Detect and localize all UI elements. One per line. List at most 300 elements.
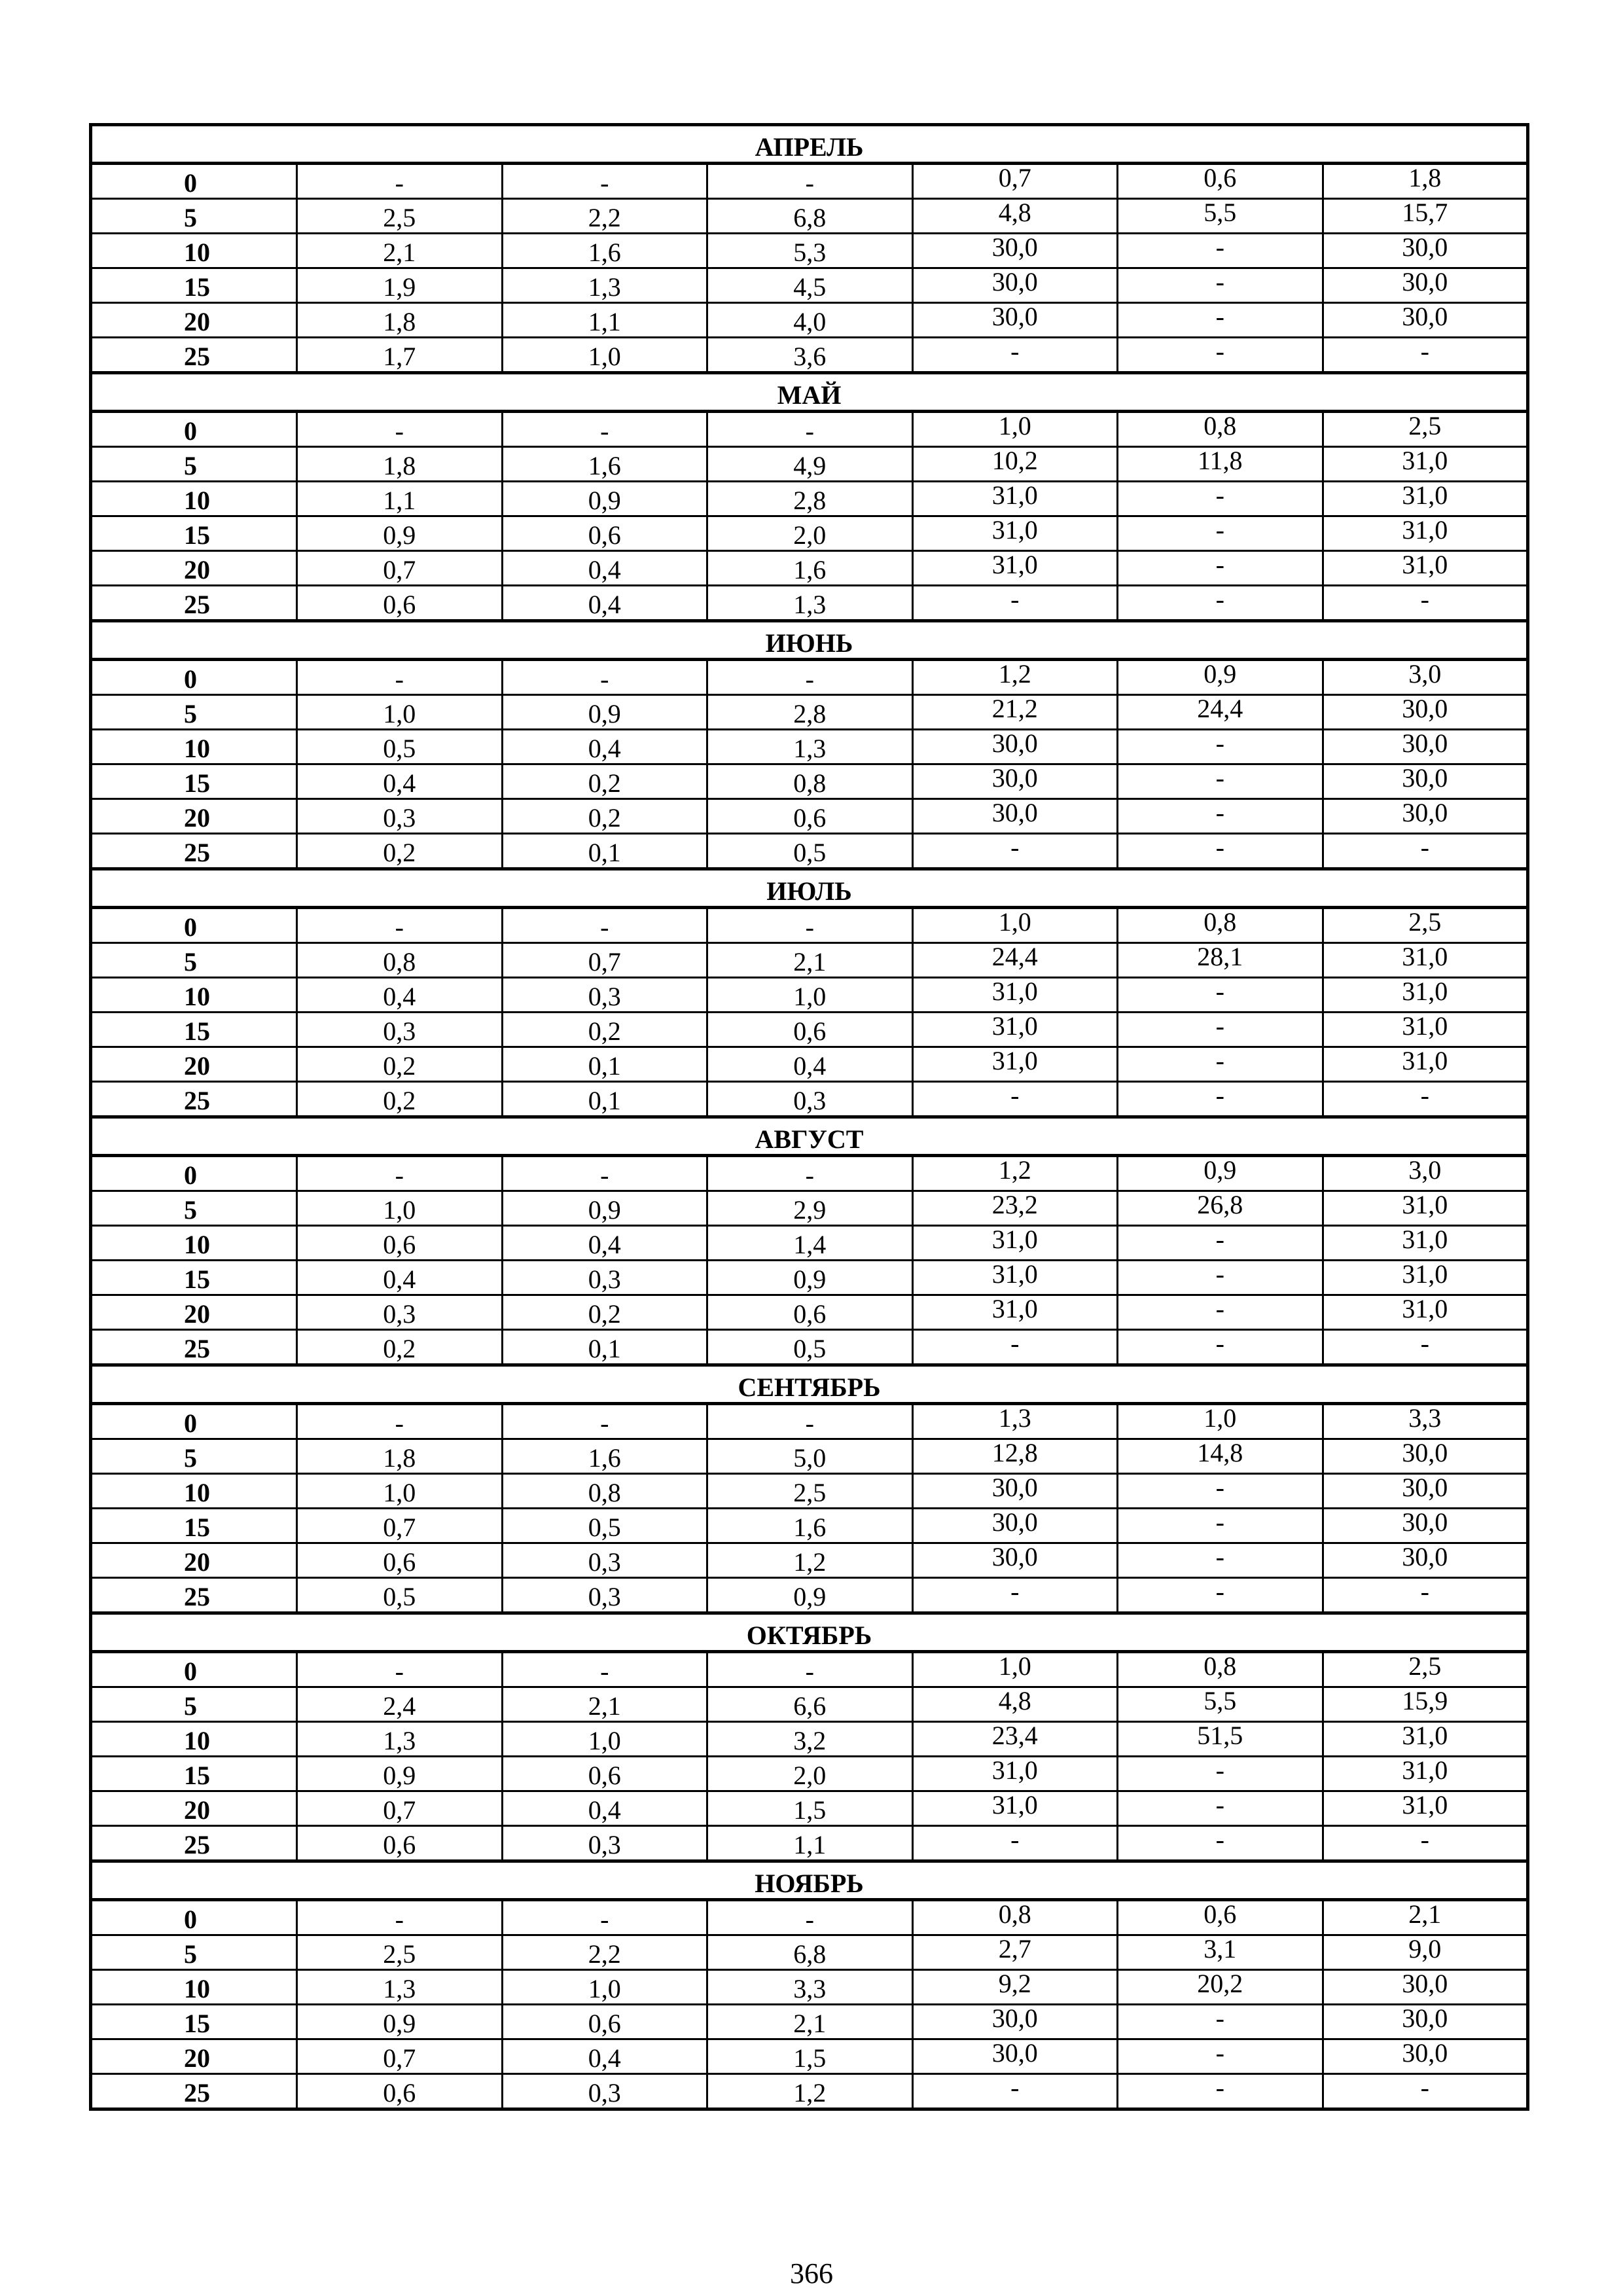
table-row <box>91 1757 1528 1791</box>
value-cell: 0,3 <box>502 978 707 1013</box>
value-cell: 2,0 <box>707 1757 913 1791</box>
value-cell: 4,8 <box>912 199 1118 234</box>
value-cell: 31,0 <box>1323 1261 1528 1295</box>
depth-cell: 15 <box>91 1013 297 1047</box>
table-row <box>91 447 1528 482</box>
value-cell: - <box>1118 1295 1323 1330</box>
value-cell: 30,0 <box>1323 2005 1528 2039</box>
value-cell: 1,0 <box>912 908 1118 943</box>
value-cell: 0,4 <box>297 764 503 799</box>
value-cell: - <box>297 908 503 943</box>
value-cell: 0,9 <box>297 516 503 551</box>
value-cell: 2,1 <box>707 2005 913 2039</box>
month-title: ИЮЛЬ <box>91 869 1528 908</box>
value-cell: 0,5 <box>297 1578 503 1613</box>
value-cell: 0,8 <box>502 1474 707 1509</box>
value-cell: 1,9 <box>297 268 503 303</box>
value-cell: - <box>912 586 1118 621</box>
value-cell: 1,2 <box>912 660 1118 695</box>
value-cell: 0,5 <box>502 1509 707 1543</box>
value-cell: 0,6 <box>297 1543 503 1578</box>
value-cell: - <box>707 908 913 943</box>
value-cell: 0,4 <box>502 730 707 764</box>
value-cell: 2,5 <box>1323 1652 1528 1687</box>
table-row <box>91 1191 1528 1226</box>
value-cell: 30,0 <box>1323 1970 1528 2005</box>
value-cell: 0,1 <box>502 1330 707 1365</box>
depth-cell: 15 <box>91 2005 297 2039</box>
value-cell: 1,2 <box>707 1543 913 1578</box>
value-cell: 31,0 <box>1323 1226 1528 1261</box>
table-row <box>91 586 1528 621</box>
value-cell: 31,0 <box>1323 1191 1528 1226</box>
value-cell: 30,0 <box>912 2005 1118 2039</box>
value-cell: 6,6 <box>707 1687 913 1722</box>
depth-cell: 0 <box>91 1404 297 1439</box>
value-cell: 0,9 <box>297 1757 503 1791</box>
table-row <box>91 199 1528 234</box>
value-cell: - <box>707 1404 913 1439</box>
value-cell: 4,5 <box>707 268 913 303</box>
value-cell: - <box>1118 764 1323 799</box>
value-cell: - <box>1118 1826 1323 1861</box>
depth-cell: 5 <box>91 1687 297 1722</box>
value-cell: 30,0 <box>1323 1543 1528 1578</box>
value-cell: 30,0 <box>912 2039 1118 2074</box>
value-cell: 1,3 <box>297 1722 503 1757</box>
table-row <box>91 1509 1528 1543</box>
value-cell: - <box>1118 1509 1323 1543</box>
value-cell: - <box>1118 2039 1323 2074</box>
value-cell: 0,3 <box>502 1543 707 1578</box>
table-row <box>91 1261 1528 1295</box>
value-cell: - <box>707 164 913 199</box>
value-cell: - <box>1118 730 1323 764</box>
depth-cell: 15 <box>91 268 297 303</box>
value-cell: 2,8 <box>707 695 913 730</box>
value-cell: 26,8 <box>1118 1191 1323 1226</box>
table-row <box>91 1578 1528 1613</box>
table-row <box>91 943 1528 978</box>
value-cell: - <box>1118 303 1323 338</box>
value-cell: 1,0 <box>912 1652 1118 1687</box>
depth-cell: 5 <box>91 1191 297 1226</box>
value-cell: 23,2 <box>912 1191 1118 1226</box>
depth-cell: 20 <box>91 551 297 586</box>
depth-cell: 15 <box>91 764 297 799</box>
table-body <box>91 125 1528 2109</box>
value-cell: 1,3 <box>707 730 913 764</box>
value-cell: 30,0 <box>912 799 1118 834</box>
depth-cell: 10 <box>91 730 297 764</box>
table-row <box>91 516 1528 551</box>
value-cell: 15,9 <box>1323 1687 1528 1722</box>
value-cell: 2,7 <box>912 1935 1118 1970</box>
value-cell: 1,2 <box>707 2074 913 2109</box>
table-row <box>91 1900 1528 1935</box>
value-cell: 3,6 <box>707 338 913 373</box>
value-cell: 3,2 <box>707 1722 913 1757</box>
value-cell: - <box>1118 2074 1323 2109</box>
value-cell: 31,0 <box>912 1791 1118 1826</box>
value-cell: 3,0 <box>1323 660 1528 695</box>
depth-cell: 5 <box>91 447 297 482</box>
value-cell: 2,1 <box>707 943 913 978</box>
value-cell: 1,8 <box>297 303 503 338</box>
table-row <box>91 482 1528 516</box>
table-row <box>91 978 1528 1013</box>
value-cell: 5,5 <box>1118 1687 1323 1722</box>
value-cell: - <box>1323 1082 1528 1117</box>
value-cell: 0,5 <box>707 1330 913 1365</box>
value-cell: - <box>1323 1578 1528 1613</box>
table-row <box>91 1474 1528 1509</box>
table-row <box>91 1047 1528 1082</box>
value-cell: 31,0 <box>1323 1757 1528 1791</box>
value-cell: 2,8 <box>707 482 913 516</box>
value-cell: 2,1 <box>297 234 503 268</box>
value-cell: 31,0 <box>1323 482 1528 516</box>
value-cell: 0,3 <box>502 1578 707 1613</box>
depth-cell: 20 <box>91 303 297 338</box>
value-cell: - <box>1323 2074 1528 2109</box>
table-row <box>91 268 1528 303</box>
value-cell: - <box>912 338 1118 373</box>
value-cell: 0,2 <box>297 834 503 869</box>
value-cell: 1,7 <box>297 338 503 373</box>
value-cell: 0,6 <box>707 799 913 834</box>
value-cell: 1,6 <box>502 234 707 268</box>
value-cell: 30,0 <box>1323 1474 1528 1509</box>
value-cell: 0,4 <box>297 1261 503 1295</box>
value-cell: - <box>1118 1578 1323 1613</box>
table-row <box>91 1226 1528 1261</box>
value-cell: 2,1 <box>1323 1900 1528 1935</box>
value-cell: - <box>1118 482 1323 516</box>
month-title: ОКТЯБРЬ <box>91 1613 1528 1652</box>
table-row <box>91 799 1528 834</box>
value-cell: - <box>1118 586 1323 621</box>
value-cell: 31,0 <box>912 1261 1118 1295</box>
value-cell: 31,0 <box>912 482 1118 516</box>
value-cell: - <box>1118 551 1323 586</box>
value-cell: 30,0 <box>1323 1509 1528 1543</box>
month-title: МАЙ <box>91 373 1528 412</box>
table-row <box>91 1970 1528 2005</box>
value-cell: 1,0 <box>502 338 707 373</box>
value-cell: 30,0 <box>1323 2039 1528 2074</box>
value-cell: - <box>1118 834 1323 869</box>
value-cell: 1,8 <box>297 1439 503 1474</box>
month-header-row <box>91 373 1528 412</box>
value-cell: - <box>1118 1226 1323 1261</box>
month-title: АПРЕЛЬ <box>91 125 1528 164</box>
value-cell: 30,0 <box>1323 695 1528 730</box>
value-cell: 2,2 <box>502 199 707 234</box>
value-cell: 2,2 <box>502 1935 707 1970</box>
value-cell: 31,0 <box>912 1226 1118 1261</box>
value-cell: - <box>1118 1082 1323 1117</box>
value-cell: 1,2 <box>912 1156 1118 1191</box>
month-header-row <box>91 869 1528 908</box>
value-cell: 30,0 <box>912 764 1118 799</box>
value-cell: 30,0 <box>912 303 1118 338</box>
value-cell: 31,0 <box>1323 978 1528 1013</box>
value-cell: 0,7 <box>297 551 503 586</box>
value-cell: 31,0 <box>1323 1295 1528 1330</box>
value-cell: - <box>912 1330 1118 1365</box>
value-cell: 0,6 <box>297 1826 503 1861</box>
value-cell: 1,4 <box>707 1226 913 1261</box>
value-cell: 31,0 <box>1323 943 1528 978</box>
value-cell: 0,8 <box>707 764 913 799</box>
value-cell: 0,3 <box>707 1082 913 1117</box>
value-cell: 0,2 <box>297 1330 503 1365</box>
value-cell: 2,5 <box>1323 412 1528 447</box>
value-cell: 1,3 <box>707 586 913 621</box>
value-cell: 1,0 <box>912 412 1118 447</box>
month-header-row <box>91 1117 1528 1156</box>
value-cell: 2,4 <box>297 1687 503 1722</box>
value-cell: 0,2 <box>502 799 707 834</box>
value-cell: 0,3 <box>297 799 503 834</box>
value-cell: 30,0 <box>912 234 1118 268</box>
value-cell: 1,5 <box>707 1791 913 1826</box>
table-row <box>91 164 1528 199</box>
depth-cell: 10 <box>91 1226 297 1261</box>
depth-cell: 10 <box>91 1970 297 2005</box>
month-header-row <box>91 621 1528 660</box>
table-row <box>91 1013 1528 1047</box>
value-cell: 0,9 <box>502 1191 707 1226</box>
value-cell: - <box>297 660 503 695</box>
value-cell: 0,7 <box>297 1509 503 1543</box>
value-cell: 31,0 <box>1323 1791 1528 1826</box>
value-cell: 0,6 <box>707 1013 913 1047</box>
table-row <box>91 1791 1528 1826</box>
depth-cell: 0 <box>91 412 297 447</box>
value-cell: - <box>502 660 707 695</box>
value-cell: 0,6 <box>502 2005 707 2039</box>
depth-cell: 5 <box>91 1439 297 1474</box>
value-cell: 1,1 <box>707 1826 913 1861</box>
value-cell: 15,7 <box>1323 199 1528 234</box>
value-cell: 0,6 <box>502 1757 707 1791</box>
value-cell: - <box>1323 834 1528 869</box>
value-cell: 30,0 <box>912 1509 1118 1543</box>
value-cell: 1,0 <box>707 978 913 1013</box>
value-cell: 3,3 <box>707 1970 913 2005</box>
value-cell: - <box>502 1156 707 1191</box>
depth-cell: 25 <box>91 338 297 373</box>
table-row <box>91 2005 1528 2039</box>
depth-cell: 25 <box>91 586 297 621</box>
value-cell: 21,2 <box>912 695 1118 730</box>
value-cell: 4,9 <box>707 447 913 482</box>
value-cell: 31,0 <box>1323 1047 1528 1082</box>
value-cell: 1,6 <box>502 447 707 482</box>
value-cell: - <box>1118 1757 1323 1791</box>
value-cell: - <box>502 412 707 447</box>
value-cell: - <box>1118 268 1323 303</box>
table-row <box>91 834 1528 869</box>
value-cell: 1,0 <box>297 1191 503 1226</box>
value-cell: 0,9 <box>707 1578 913 1613</box>
value-cell: 0,4 <box>502 1226 707 1261</box>
table-row <box>91 1543 1528 1578</box>
month-title: СЕНТЯБРЬ <box>91 1365 1528 1404</box>
depth-cell: 0 <box>91 1652 297 1687</box>
value-cell: 0,9 <box>707 1261 913 1295</box>
value-cell: - <box>1323 586 1528 621</box>
value-cell: 31,0 <box>912 1047 1118 1082</box>
value-cell: 6,8 <box>707 1935 913 1970</box>
value-cell: 0,2 <box>502 1013 707 1047</box>
value-cell: 0,8 <box>297 943 503 978</box>
value-cell: 30,0 <box>1323 1439 1528 1474</box>
value-cell: 2,5 <box>297 1935 503 1970</box>
value-cell: 0,1 <box>502 834 707 869</box>
value-cell: 0,7 <box>502 943 707 978</box>
value-cell: - <box>1118 234 1323 268</box>
value-cell: - <box>1118 338 1323 373</box>
depth-cell: 20 <box>91 1791 297 1826</box>
value-cell: 2,9 <box>707 1191 913 1226</box>
month-header-row <box>91 1861 1528 1900</box>
depth-cell: 20 <box>91 1047 297 1082</box>
value-cell: - <box>502 164 707 199</box>
value-cell: 30,0 <box>1323 764 1528 799</box>
value-cell: 5,3 <box>707 234 913 268</box>
value-cell: - <box>297 1652 503 1687</box>
table-row <box>91 303 1528 338</box>
depth-cell: 15 <box>91 516 297 551</box>
depth-cell: 25 <box>91 1082 297 1117</box>
month-header-row <box>91 1613 1528 1652</box>
table-row <box>91 1330 1528 1365</box>
value-cell: - <box>297 1900 503 1935</box>
value-cell: - <box>502 1404 707 1439</box>
value-cell: 0,1 <box>502 1082 707 1117</box>
value-cell: - <box>1323 1826 1528 1861</box>
value-cell: 31,0 <box>912 1295 1118 1330</box>
value-cell: 2,1 <box>502 1687 707 1722</box>
value-cell: 1,0 <box>297 1474 503 1509</box>
value-cell: 1,3 <box>297 1970 503 2005</box>
value-cell: 0,7 <box>912 164 1118 199</box>
depth-cell: 15 <box>91 1261 297 1295</box>
value-cell: 14,8 <box>1118 1439 1323 1474</box>
value-cell: 6,8 <box>707 199 913 234</box>
value-cell: 24,4 <box>1118 695 1323 730</box>
value-cell: 0,6 <box>1118 1900 1323 1935</box>
depth-cell: 20 <box>91 2039 297 2074</box>
value-cell: 31,0 <box>1323 551 1528 586</box>
value-cell: 30,0 <box>912 1543 1118 1578</box>
value-cell: 1,0 <box>502 1722 707 1757</box>
value-cell: 28,1 <box>1118 943 1323 978</box>
table-row <box>91 2039 1528 2074</box>
value-cell: 30,0 <box>1323 799 1528 834</box>
value-cell: 31,0 <box>1323 1722 1528 1757</box>
depth-cell: 25 <box>91 1330 297 1365</box>
value-cell: 0,5 <box>707 834 913 869</box>
value-cell: - <box>707 1156 913 1191</box>
value-cell: 0,4 <box>502 551 707 586</box>
value-cell: 5,5 <box>1118 199 1323 234</box>
value-cell: 31,0 <box>912 551 1118 586</box>
value-cell: - <box>1118 1013 1323 1047</box>
value-cell: - <box>912 834 1118 869</box>
value-cell: 31,0 <box>912 978 1118 1013</box>
value-cell: 0,9 <box>502 695 707 730</box>
value-cell: 0,9 <box>1118 660 1323 695</box>
depth-cell: 10 <box>91 482 297 516</box>
value-cell: - <box>1118 1261 1323 1295</box>
value-cell: 1,1 <box>502 303 707 338</box>
value-cell: - <box>707 1652 913 1687</box>
value-cell: 2,5 <box>707 1474 913 1509</box>
value-cell: - <box>1118 799 1323 834</box>
value-cell: 0,7 <box>297 2039 503 2074</box>
value-cell: - <box>912 1082 1118 1117</box>
value-cell: 0,3 <box>502 1826 707 1861</box>
depth-cell: 15 <box>91 1509 297 1543</box>
value-cell: - <box>707 412 913 447</box>
depth-cell: 0 <box>91 908 297 943</box>
depth-cell: 10 <box>91 1722 297 1757</box>
value-cell: 3,1 <box>1118 1935 1323 1970</box>
value-cell: 0,9 <box>297 2005 503 2039</box>
month-title: АВГУСТ <box>91 1117 1528 1156</box>
value-cell: 23,4 <box>912 1722 1118 1757</box>
table-row <box>91 1404 1528 1439</box>
value-cell: 1,3 <box>502 268 707 303</box>
value-cell: 0,4 <box>502 586 707 621</box>
table-row <box>91 660 1528 695</box>
depth-cell: 25 <box>91 834 297 869</box>
table-row <box>91 412 1528 447</box>
depth-cell: 0 <box>91 660 297 695</box>
value-cell: 0,3 <box>297 1295 503 1330</box>
value-cell: - <box>1118 516 1323 551</box>
value-cell: 0,5 <box>297 730 503 764</box>
depth-cell: 5 <box>91 1935 297 1970</box>
value-cell: 4,0 <box>707 303 913 338</box>
value-cell: 31,0 <box>912 516 1118 551</box>
table-row <box>91 234 1528 268</box>
value-cell: 1,5 <box>707 2039 913 2074</box>
table-row <box>91 1652 1528 1687</box>
value-cell: 0,6 <box>1118 164 1323 199</box>
value-cell: 9,2 <box>912 1970 1118 2005</box>
value-cell: - <box>297 1156 503 1191</box>
depth-cell: 5 <box>91 199 297 234</box>
table-row <box>91 764 1528 799</box>
value-cell: - <box>1118 978 1323 1013</box>
value-cell: 0,7 <box>297 1791 503 1826</box>
depth-cell: 10 <box>91 978 297 1013</box>
value-cell: 30,0 <box>912 268 1118 303</box>
value-cell: 0,9 <box>502 482 707 516</box>
value-cell: 30,0 <box>1323 234 1528 268</box>
value-cell: 30,0 <box>1323 303 1528 338</box>
depth-cell: 5 <box>91 943 297 978</box>
depth-cell: 0 <box>91 164 297 199</box>
table-row <box>91 730 1528 764</box>
value-cell: 31,0 <box>912 1013 1118 1047</box>
depth-cell: 20 <box>91 1295 297 1330</box>
